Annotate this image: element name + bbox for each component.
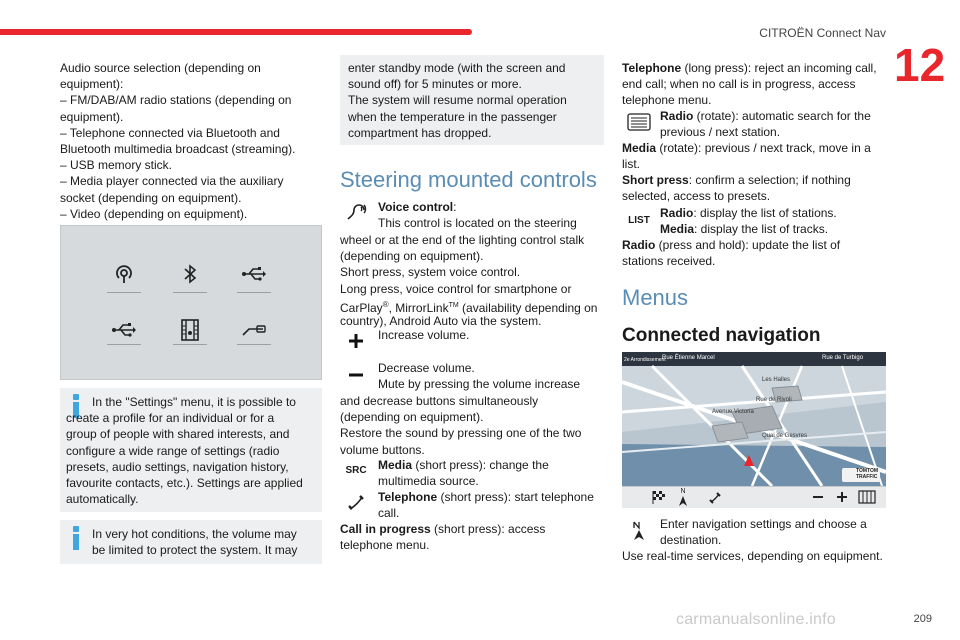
standby-info-text: enter standby mode (with the screen and sound off) for 5 minutes or more. The system will resume normal operation when the temperature in the passenger compartment has dropped.	[348, 61, 567, 140]
info-icon	[73, 526, 79, 550]
carplay-line: CarPlay®, MirrorLink™ (availability depending on	[340, 300, 598, 315]
audio-sources-screen	[60, 225, 322, 380]
plus-icon	[341, 330, 371, 352]
telephone-long-press-text: Telephone (long press): reject an incoming call, end call; when no call is in progress, access telephone menu.	[622, 61, 877, 108]
radio-rotate-text: Radio (rotate): automatic search for the previous / next station.	[660, 109, 871, 140]
watermark: carmanualsonline.info	[676, 611, 836, 628]
chapter-number: 12	[894, 39, 946, 91]
voice-control-text	[378, 199, 606, 231]
tomtom-traffic-logo: TOMTOM TRAFFIC	[856, 468, 879, 480]
real-time-services-text: Use real-time services, depending on equipment.	[622, 549, 883, 563]
list-button-icon: LIST	[628, 214, 650, 226]
usb-icon	[237, 260, 271, 288]
street-label: Rue de Turbigo	[822, 355, 864, 361]
destination-flag-icon[interactable]	[652, 490, 666, 508]
increase-volume-text: Increase volume.	[378, 328, 470, 342]
navigation-toolbar	[622, 486, 886, 508]
settings-info-text: In the "Settings" menu, it is possible to create a profile for an individual or for a group of people with shared interests, and configure a wide range of settings (radio presets, audio settings, navigation history, favourite contacts, etc.). Settings are applied automatically.	[66, 395, 303, 507]
header-accent-bar	[0, 29, 472, 35]
bluetooth-icon	[173, 260, 207, 288]
minus-icon	[341, 364, 371, 386]
page-number: 209	[913, 613, 932, 625]
hot-conditions-text: In very hot conditions, the volume may be limited to protect the system. It may	[92, 527, 298, 558]
telephone-short-press-text: Telephone (short press): start telephone call.	[378, 490, 594, 521]
zoom-in-button[interactable]	[836, 491, 848, 507]
call-in-progress-text: Call in progress (short press): access telephone menu.	[340, 522, 546, 553]
voice-control-label: Voice control	[378, 200, 454, 214]
short-press-text: Short press: confirm a selection; if nothing selected, access to presets.	[622, 173, 851, 204]
street-label: Rue de Rivoli	[756, 397, 792, 403]
src-button-icon: SRC	[345, 464, 367, 476]
north-compass-icon[interactable]: N	[678, 488, 688, 506]
phone-icon[interactable]	[708, 491, 722, 509]
navigation-arrow-icon	[624, 518, 654, 540]
decrease-volume-details: and decrease buttons simultaneously (depending on equipment). Restore the sound by pressing one of the two volume buttons.	[340, 394, 582, 457]
android-auto-line: country), Android Auto via the system.	[340, 314, 542, 328]
video-icon	[173, 316, 207, 344]
media-short-press-text: Media (short press): change the multimedia source.	[378, 458, 549, 489]
zoom-out-button[interactable]	[812, 491, 824, 507]
decrease-volume-text: Decrease volume. Mute by pressing the volume increase	[378, 361, 581, 392]
navigation-map-screen	[622, 352, 886, 486]
voice-control-icon	[341, 201, 371, 223]
street-label: 2e Arrondissement	[624, 357, 666, 363]
list-radio-text: Radio: display the list of stations.	[660, 206, 837, 220]
street-label: Avenue Victoria	[712, 409, 754, 415]
header-title: CITROËN Connect Nav	[759, 26, 886, 40]
navigation-settings-text: Enter navigation settings and choose a destination.	[660, 517, 867, 548]
map-menu-icon[interactable]	[858, 490, 876, 508]
section-heading-steering: Steering mounted controls	[340, 167, 597, 192]
audio-source-intro: Audio source selection (depending on equipment): – FM/DAB/AM radio stations (depending on equipment). – Telephone connected via Bluetooth and Bluetooth multimedia broadcast (streaming). – USB memory stick. – Media player connected via the auxiliary socket (depending on equipment). – Video (depending on equipment).	[60, 61, 296, 221]
street-label: Rue Étienne Marcel	[662, 355, 715, 361]
section-heading-connected-navigation: Connected navigation	[622, 325, 821, 346]
media-rotate-text: Media (rotate): previous / next track, move in a list.	[622, 141, 871, 172]
thumbwheel-icon	[624, 111, 654, 133]
list-media-text: Media: display the list of tracks.	[660, 222, 829, 236]
usb-media-icon	[107, 316, 141, 344]
voice-control-details: wheel or at the end of the lighting control stalk (depending on equipment). Short press, system voice control. Long press, voice control for smartphone or	[340, 233, 585, 296]
voice-control-desc: : This control is located on the steering	[378, 200, 577, 231]
street-label: Quai de Gesvres	[762, 433, 808, 439]
street-label: Les Halles	[762, 377, 791, 383]
phone-icon	[341, 492, 371, 514]
radio-hold-text: Radio (press and hold): update the list of stations received.	[622, 238, 841, 269]
auxiliary-jack-icon	[237, 316, 271, 344]
radio-icon	[107, 260, 141, 288]
section-heading-menus: Menus	[622, 285, 689, 310]
